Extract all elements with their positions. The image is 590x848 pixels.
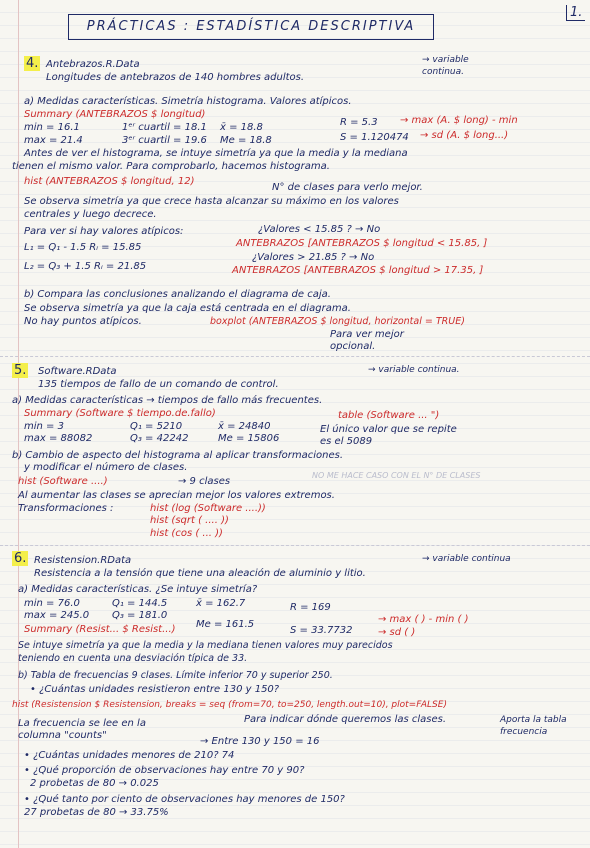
section-divider xyxy=(0,356,590,357)
section-6-q3: Q₃ = 181.0 xyxy=(112,610,168,621)
section-5-var-type: → variable continua. xyxy=(368,365,460,375)
section-4-summary-cmd: Summary (ANTEBRAZOS $ longitud) xyxy=(24,109,206,120)
page-number: 1. xyxy=(566,5,585,21)
section-5-hist-cmd: hist (Software ....) xyxy=(18,476,108,487)
section-6-aporta-note: Aporta la tabla frecuencia xyxy=(500,715,567,737)
section-6-text-2: teniendo en cuenta una desviación típica de 33. xyxy=(18,653,248,664)
section-4-number: 4. xyxy=(26,56,39,71)
section-6-var-type: → variable continua xyxy=(422,554,511,564)
section-5-summary-cmd: Summary (Software $ tiempo.de.fallo) xyxy=(24,408,216,419)
section-4-hist-note: N° de clases para verlo mejor. xyxy=(272,182,423,193)
section-4-text-6: Se observa simetría ya que la caja está centrada en el diagrama. xyxy=(24,303,351,314)
section-4-text-2: tienen el mismo valor. Para comprobarlo, hacemos histograma. xyxy=(12,161,330,172)
section-6-r-proporcion: 2 probetas de 80 → 0.025 xyxy=(30,778,159,789)
section-4-question-b: b) Compara las conclusiones analizando el diagrama de caja. xyxy=(24,289,331,300)
section-5-heading: Software.RData xyxy=(38,366,117,377)
section-4-check-low: ¿Valores < 15.85 ? → No xyxy=(258,224,381,235)
section-6-question-b-sub: • ¿Cuántas unidades resistieron entre 130 y 150? xyxy=(30,684,280,695)
section-5-q1: Q₁ = 5210 xyxy=(130,421,183,432)
section-4-check-high: ¿Valores > 21.85 ? → No xyxy=(252,252,375,263)
section-4-box-note-2: opcional. xyxy=(330,341,376,352)
section-5-question-b: b) Cambio de aspecto del histograma al aplicar transformaciones. xyxy=(12,450,344,461)
section-4-question-a: a) Medidas características. Simetría histograma. Valores atípicos. xyxy=(24,96,352,107)
section-4-text-7: No hay puntos atípicos. xyxy=(24,316,142,327)
section-4-text-3: Se observa simetría ya que crece hasta alcanzar su máximo en los valores xyxy=(24,196,399,207)
section-5-transform-3: hist (cos ( ... )) xyxy=(150,528,223,539)
section-5-unique-1: El único valor que se repite xyxy=(320,424,457,435)
section-4-var-type: → variable continua. xyxy=(422,55,469,77)
section-5-faint-note: NO ME HACE CASO CON EL N° DE CLASES xyxy=(312,471,481,480)
section-5-description: 135 tiempos de fallo de un comando de control. xyxy=(38,379,279,390)
section-6-sd-cmd: → sd ( ) xyxy=(378,627,416,638)
section-4-cmd-high: ANTEBRAZOS [ANTEBRAZOS $ longitud > 17.35, ] xyxy=(232,265,484,276)
section-5-q3: Q₃ = 42242 xyxy=(130,433,189,444)
section-6-question-a: a) Medidas características. ¿Se intuye simetría? xyxy=(18,584,258,595)
section-6-text-3: La frecuencia se lee en la columna "counts" xyxy=(18,718,146,741)
section-6-hist-cmd: hist (Resistension $ Resistension, breaks = seq (from=70, to=250, length.out=10), plot=FALSE) xyxy=(12,700,447,710)
section-4-mean: x̄ = 18.8 xyxy=(220,122,263,133)
section-4-min: min = 16.1 xyxy=(24,122,80,133)
section-5-median: Me = 15806 xyxy=(218,433,280,444)
section-6-hist-note: Para indicar dónde queremos las clases. xyxy=(244,714,447,725)
section-4-description: Longitudes de antebrazos de 140 hombres adultos. xyxy=(46,72,305,83)
section-6-q-proporcion: • ¿Qué proporción de observaciones hay entre 70 y 90? xyxy=(24,765,305,776)
section-4-limit-low: L₁ = Q₁ - 1.5 Rᵢ = 15.85 xyxy=(24,242,142,253)
section-4-heading: Antebrazos.R.Data xyxy=(46,59,140,70)
section-6-q-porcentaje: • ¿Qué tanto por ciento de observaciones hay menores de 150? xyxy=(24,794,345,805)
section-6-range: R = 169 xyxy=(290,602,331,613)
section-6-mean: x̄ = 162.7 xyxy=(196,598,246,609)
section-6-summary-cmd: Summary (Resist... $ Resist...) xyxy=(24,624,176,635)
section-6-q-menores: • ¿Cuántas unidades menores de 210? 74 xyxy=(24,750,235,761)
section-6-question-b: b) Tabla de frecuencias 9 clases. Límite inferior 70 y superior 250. xyxy=(18,670,333,681)
section-6-sd: S = 33.7732 xyxy=(290,625,353,636)
section-5-number: 5. xyxy=(14,363,27,378)
section-5-question-a: a) Medidas características → tiempos de fallo más frecuentes. xyxy=(12,395,323,406)
section-5-question-b-2: y modificar el número de clases. xyxy=(24,462,188,473)
section-6-description: Resistencia a la tensión que tiene una aleación de aluminio y litio. xyxy=(34,568,366,579)
section-6-r-porcentaje: 27 probetas de 80 → 33.75% xyxy=(24,807,169,818)
section-6-text-1: Se intuye simetría ya que la media y la mediana tienen valores muy parecidos xyxy=(18,640,393,651)
section-4-q3: 3ᵉʳ cuartil = 19.6 xyxy=(122,135,207,146)
section-4-max-cmd: → max (A. $ long) - min xyxy=(400,115,518,126)
section-6-text-3b: → Entre 130 y 150 = 16 xyxy=(200,736,320,747)
section-4-median: Me = 18.8 xyxy=(220,135,272,146)
section-5-transform-label: Transformaciones : xyxy=(18,503,114,514)
section-5-hist-note: → 9 clases xyxy=(178,476,231,487)
section-6-min: min = 76.0 xyxy=(24,598,80,609)
section-4-limit-high: L₂ = Q₃ + 1.5 Rᵢ = 21.85 xyxy=(24,261,147,272)
section-4-sd-cmd: → sd (A. $ long...) xyxy=(420,130,509,141)
section-4-hist-cmd: hist (ANTEBRAZOS $ longitud, 12) xyxy=(24,176,195,187)
section-5-min: min = 3 xyxy=(24,421,64,432)
section-5-mean: x̄ = 24840 xyxy=(218,421,271,432)
section-5-table-cmd: table (Software ... ") xyxy=(338,410,440,421)
section-4-cmd-low: ANTEBRAZOS [ANTEBRAZOS $ longitud < 15.85, ] xyxy=(236,238,488,249)
section-6-number: 6. xyxy=(14,551,27,566)
section-4-text-5: Para ver si hay valores atípicos: xyxy=(24,226,184,237)
page-title: PRÁCTICAS : ESTADÍSTICA DESCRIPTIVA xyxy=(68,14,434,40)
section-4-sd: S = 1.120474 xyxy=(340,132,409,143)
section-4-boxplot-cmd: boxplot (ANTEBRAZOS $ longitud, horizontal = TRUE) xyxy=(210,316,465,327)
section-4-range: R = 5.3 xyxy=(340,117,378,128)
section-6-max: max = 245.0 xyxy=(24,610,90,621)
section-4-max: max = 21.4 xyxy=(24,135,83,146)
section-5-transform-1: hist (log (Software ....)) xyxy=(150,503,266,514)
section-6-heading: Resistension.RData xyxy=(34,555,132,566)
section-5-unique-2: es el 5089 xyxy=(320,436,373,447)
section-5-max: max = 88082 xyxy=(24,433,93,444)
section-4-text-4: centrales y luego decrece. xyxy=(24,209,157,220)
section-5-text-1: Al aumentar las clases se aprecian mejor los valores extremos. xyxy=(18,490,335,501)
section-4-box-note: Para ver mejor xyxy=(330,329,404,340)
section-6-median: Me = 161.5 xyxy=(196,619,255,630)
section-divider xyxy=(0,545,590,546)
section-5-transform-2: hist (sqrt ( .... )) xyxy=(150,515,229,526)
section-6-q1: Q₁ = 144.5 xyxy=(112,598,168,609)
section-4-q1: 1ᵉʳ cuartil = 18.1 xyxy=(122,122,207,133)
section-4-text-1: Antes de ver el histograma, se intuye simetría ya que la media y la mediana xyxy=(24,148,408,159)
section-6-max-cmd: → max ( ) - min ( ) xyxy=(378,614,469,625)
